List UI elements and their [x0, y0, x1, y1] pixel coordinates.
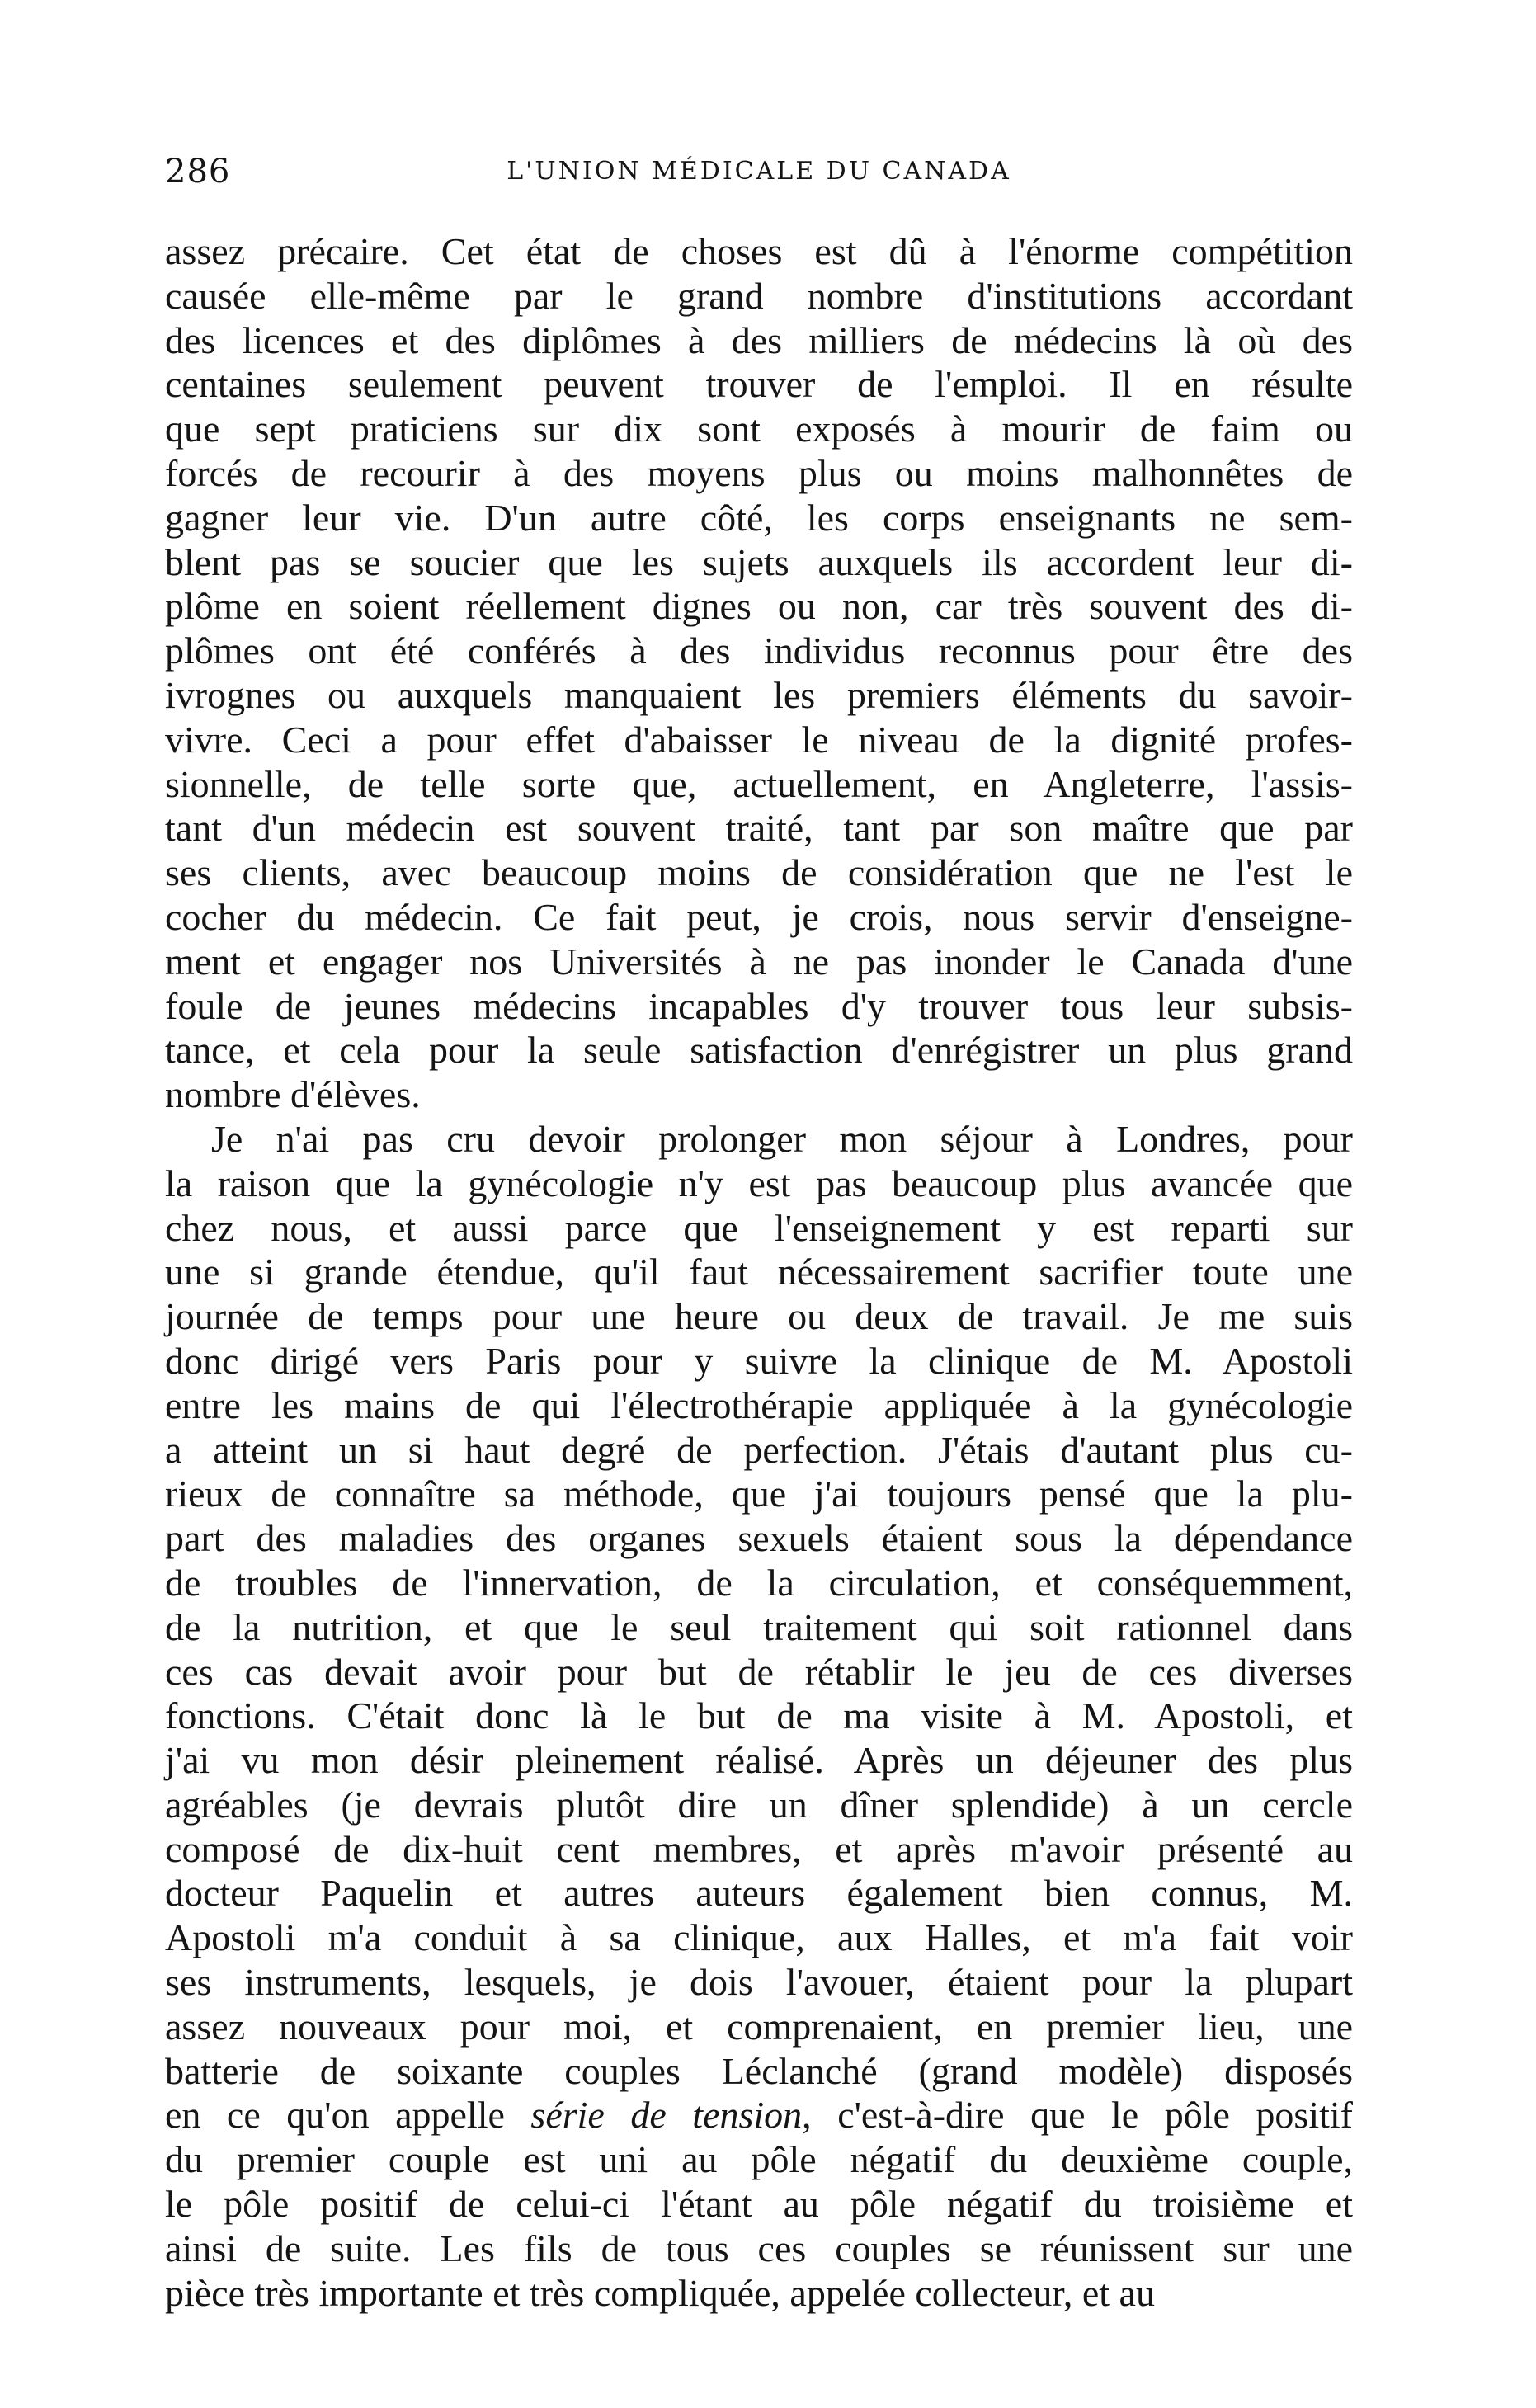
text-line: la raison que la gynécologie n'y est pas beaucoup plus avancée que [165, 1162, 1353, 1204]
text-line: Apostoli m'a conduit à sa clinique, aux Halles, et m'a fait voir [165, 1916, 1353, 1959]
page-number: 286 [165, 153, 231, 191]
text-line: batterie de soixante couples Léclanché (grand modèle) disposés [165, 2049, 1353, 2092]
italic-term: série de tension [530, 2094, 803, 2137]
text-line: le pôle positif de celui-ci l'étant au pôle négatif du troisième et [165, 2183, 1353, 2226]
text-line: rieux de connaître sa méthode, que j'ai toujours pensé que la plu- [165, 1473, 1353, 1515]
text-line: docteur Paquelin et autres auteurs également bien connus, M. [165, 1872, 1353, 1915]
text-line: blent pas se soucier que les sujets auxquels ils accordent leur di- [165, 540, 1353, 583]
body-text [165, 229, 1353, 2315]
text-line: nombre d'élèves. [165, 1073, 421, 1116]
paragraph-1 [165, 229, 1353, 1117]
text-line: en ce qu'on appelle série de tension, c'est-à-dire que le pôle positif [165, 2094, 1353, 2137]
text-line: ainsi de suite. Les fils de tous ces couples se réunissent sur une [165, 2227, 1353, 2269]
text-line: centaines seulement peuvent trouver de l'emploi. Il en résulte [165, 363, 1353, 406]
text-line: ment et engager nos Universités à ne pas inonder le Canada d'une [165, 940, 1353, 983]
text-line: plôme en soient réellement dignes ou non, car très souvent des di- [165, 585, 1353, 628]
text-line: de troubles de l'innervation, de la circulation, et conséquemment, [165, 1561, 1353, 1604]
text-line: journée de temps pour une heure ou deux de travail. Je me suis [165, 1295, 1353, 1338]
text-line: agréables (je devrais plutôt dire un dîner splendide) à un cercle [165, 1783, 1353, 1826]
text-line: tant d'un médecin est souvent traité, tant par son maître que par [165, 807, 1353, 850]
paragraph-2 [165, 1117, 1353, 2316]
text-line: tance, et cela pour la seule satisfaction d'enrégistrer un plus grand [165, 1029, 1353, 1072]
text-line: j'ai vu mon désir pleinement réalisé. Après un déjeuner des plus [165, 1739, 1353, 1782]
text-line: vivre. Ceci a pour effet d'abaisser le niveau de la dignité profes- [165, 718, 1353, 761]
text-line: que sept praticiens sur dix sont exposés à mourir de faim ou [165, 408, 1353, 450]
text-line: plômes ont été conférés à des individus reconnus pour être des [165, 629, 1353, 672]
text-line: chez nous, et aussi parce que l'enseignement y est reparti sur [165, 1206, 1353, 1249]
text-line: assez précaire. Cet état de choses est dû à l'énorme compétition [165, 230, 1353, 272]
text-line: ivrognes ou auxquels manquaient les premiers éléments du savoir- [165, 673, 1353, 716]
text-line: part des maladies des organes sexuels étaient sous la dépendance [165, 1517, 1353, 1560]
text-line: cocher du médecin. Ce fait peut, je crois, nous servir d'enseigne- [165, 895, 1353, 938]
text-line: gagner leur vie. D'un autre côté, les corps enseignants ne sem- [165, 496, 1353, 539]
running-title: L'UNION MÉDICALE DU CANADA [507, 157, 1011, 186]
text-line: une si grande étendue, qu'il faut nécessairement sacrifier toute une [165, 1251, 1353, 1294]
text-line: de la nutrition, et que le seul traitement qui soit rationnel dans [165, 1605, 1353, 1648]
text-line: fonctions. C'était donc là le but de ma visite à M. Apostoli, et [165, 1694, 1353, 1737]
text-line: pièce très importante et très compliquée, appelée collecteur, et au [165, 2271, 1155, 2314]
text-line: du premier couple est uni au pôle négatif du deuxième couple, [165, 2138, 1353, 2181]
text-line: des licences et des diplômes à des milliers de médecins là où des [165, 318, 1353, 361]
page-header [165, 147, 1353, 196]
text-line: ses instruments, lesquels, je dois l'avouer, étaient pour la plupart [165, 1961, 1353, 2004]
text-line: assez nouveaux pour moi, et comprenaient, en premier lieu, une [165, 2005, 1353, 2048]
text-line: ces cas devait avoir pour but de rétablir le jeu de ces diverses [165, 1650, 1353, 1693]
text-line: sionnelle, de telle sorte que, actuellement, en Angleterre, l'assis- [165, 762, 1353, 805]
text-line: donc dirigé vers Paris pour y suivre la clinique de M. Apostoli [165, 1339, 1353, 1382]
text-line: forcés de recourir à des moyens plus ou moins malhonnêtes de [165, 451, 1353, 494]
text-line: a atteint un si haut degré de perfection. J'étais d'autant plus cu- [165, 1428, 1353, 1471]
text-line: entre les mains de qui l'électrothérapie appliquée à la gynécologie [165, 1383, 1353, 1426]
text-line: composé de dix-huit cent membres, et après m'avoir présenté au [165, 1827, 1353, 1870]
text-line: foule de jeunes médecins incapables d'y trouver tous leur subsis- [165, 984, 1353, 1027]
text-line: Je n'ai pas cru devoir prolonger mon séjour à Londres, pour [211, 1117, 1353, 1160]
text-line: ses clients, avec beaucoup moins de considération que ne l'est le [165, 851, 1353, 894]
text-line: causée elle-même par le grand nombre d'institutions accordant [165, 274, 1353, 317]
